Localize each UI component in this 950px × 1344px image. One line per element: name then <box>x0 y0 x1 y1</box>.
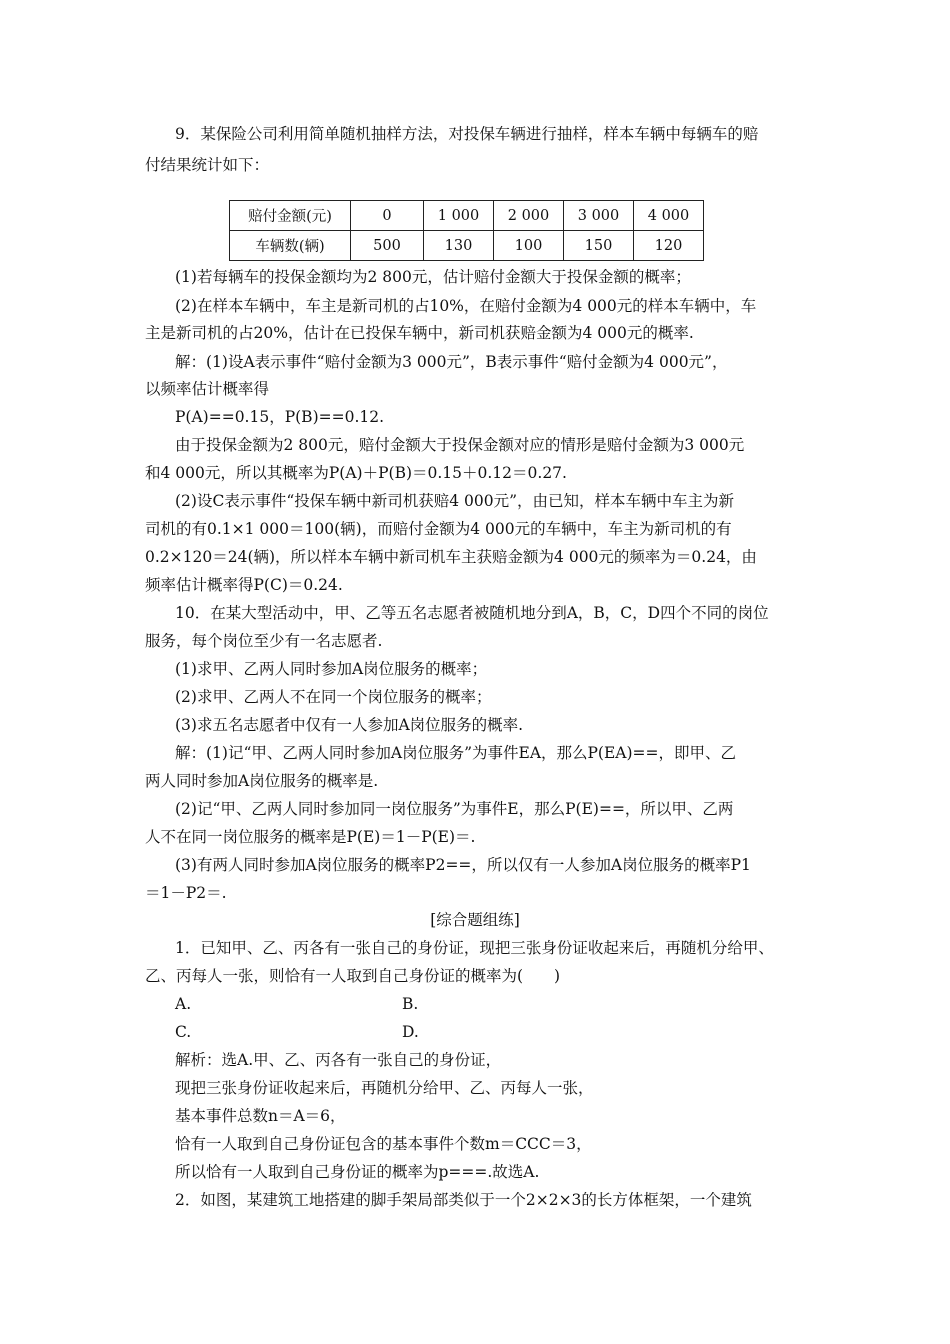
q9-part-2-line-2: 主是新司机的占20%，估计在已投保车辆中，新司机获赔金额为4 000元的概率. <box>145 324 694 342</box>
option-a: A. <box>175 995 192 1013</box>
section-title: [综合题组练] <box>430 911 520 929</box>
option-b: B. <box>402 995 419 1013</box>
option-d: D. <box>402 1023 419 1041</box>
table-cell: 100 <box>494 231 564 261</box>
c1-solution-line-4: 恰有一人取到自己身份证包含的基本事件个数m＝CCC＝3， <box>175 1135 592 1153</box>
table-cell: 150 <box>564 231 634 261</box>
c1-stem-line-1: 1．已知甲、乙、丙各有一张自己的身份证，现把三张身份证收起来后，再随机分给甲、 <box>175 939 774 957</box>
c1-solution-line-3: 基本事件总数n＝A＝6， <box>175 1107 346 1125</box>
q9-solution-line-3: P(A)==0.15，P(B)==0.12. <box>175 408 385 426</box>
q9-solution-line-6: (2)设C表示事件“投保车辆中新司机获赔4 000元”，由已知，样本车辆中车主为新 <box>175 492 735 510</box>
table-cell: 500 <box>351 231 424 261</box>
table-header-cell: 赔付金额(元) <box>230 201 351 231</box>
q9-stem-line-1: 9．某保险公司利用简单随机抽样方法，对投保车辆进行抽样，样本车辆中每辆车的赔 <box>175 125 759 143</box>
table-cell: 4 000 <box>634 201 704 231</box>
table-cell: 120 <box>634 231 704 261</box>
option-c: C. <box>175 1023 192 1041</box>
q9-solution-line-1: 解：(1)设A表示事件“赔付金额为3 000元”，B表示事件“赔付金额为4 000元”， <box>175 353 728 371</box>
table-cell: 0 <box>351 201 424 231</box>
q9-solution-line-5: 和4 000元，所以其概率为P(A)＋P(B)＝0.15＋0.12＝0.27. <box>145 464 567 482</box>
table-row <box>230 201 704 231</box>
q10-part-1: (1)求甲、乙两人同时参加A岗位服务的概率； <box>175 660 488 678</box>
table-cell: 1 000 <box>424 201 494 231</box>
q9-solution-line-2: 以频率估计概率得 <box>145 380 270 398</box>
q10-solution-line-3: (2)记“甲、乙两人同时参加同一岗位服务”为事件E，那么P(E)==，所以甲、乙两 <box>175 800 734 818</box>
q10-stem-line-1: 10．在某大型活动中，甲、乙等五名志愿者被随机地分到A，B，C，D四个不同的岗位 <box>175 604 769 622</box>
q10-solution-line-5: (3)有两人同时参加A岗位服务的概率P2==，所以仅有一人参加A岗位服务的概率P1 <box>175 856 751 874</box>
c1-solution-line-1: 解析：选A.甲、乙、丙各有一张自己的身份证， <box>175 1051 502 1069</box>
table-row <box>230 231 704 261</box>
q9-solution-line-9: 频率估计概率得P(C)＝0.24. <box>145 576 343 594</box>
table-cell: 130 <box>424 231 494 261</box>
q9-solution-line-4: 由于投保金额为2 800元，赔付金额大于投保金额对应的情形是赔付金额为3 000元 <box>175 436 745 454</box>
q9-part-2-line-1: (2)在样本车辆中，车主是新司机的占10%，在赔付金额为4 000元的样本车辆中，车 <box>175 297 757 315</box>
q10-part-3: (3)求五名志愿者中仅有一人参加A岗位服务的概率. <box>175 716 524 734</box>
table-header-cell: 车辆数(辆) <box>230 231 351 261</box>
q9-part-1: (1)若每辆车的投保金额均为2 800元，估计赔付金额大于投保金额的概率； <box>175 268 691 286</box>
q9-solution-line-7: 司机的有0.1×1 000＝100(辆)，而赔付金额为4 000元的车辆中，车主为新司机的有 <box>145 520 732 538</box>
payout-table <box>229 200 704 261</box>
q10-stem-line-2: 服务，每个岗位至少有一名志愿者. <box>145 632 383 650</box>
q9-stem-line-2: 付结果统计如下： <box>145 156 270 174</box>
c1-solution-line-5: 所以恰有一人取到自己身份证的概率为p===.故选A. <box>175 1163 540 1181</box>
table-cell: 3 000 <box>564 201 634 231</box>
q10-solution-line-2: 两人同时参加A岗位服务的概率是. <box>145 772 379 790</box>
c1-solution-line-2: 现把三张身份证收起来后，再随机分给甲、乙、丙每人一张， <box>175 1079 594 1097</box>
q10-part-2: (2)求甲、乙两人不在同一个岗位服务的概率； <box>175 688 492 706</box>
q10-solution-line-4: 人不在同一岗位服务的概率是P(E)＝1－P(E)＝. <box>145 828 476 846</box>
q10-solution-line-6: ＝1－P2＝. <box>145 884 227 902</box>
c1-stem-line-2: 乙、丙每人一张，则恰有一人取到自己身份证的概率为( ) <box>145 967 561 985</box>
q10-solution-line-1: 解：(1)记“甲、乙两人同时参加A岗位服务”为事件EA，那么P(EA)==，即甲、乙 <box>175 744 737 762</box>
c2-stem-line-1: 2．如图，某建筑工地搭建的脚手架局部类似于一个2×2×3的长方体框架，一个建筑 <box>175 1191 752 1209</box>
q9-solution-line-8: 0.2×120＝24(辆)，所以样本车辆中新司机车主获赔金额为4 000元的频率为＝0.24，由 <box>145 548 757 566</box>
table-cell: 2 000 <box>494 201 564 231</box>
